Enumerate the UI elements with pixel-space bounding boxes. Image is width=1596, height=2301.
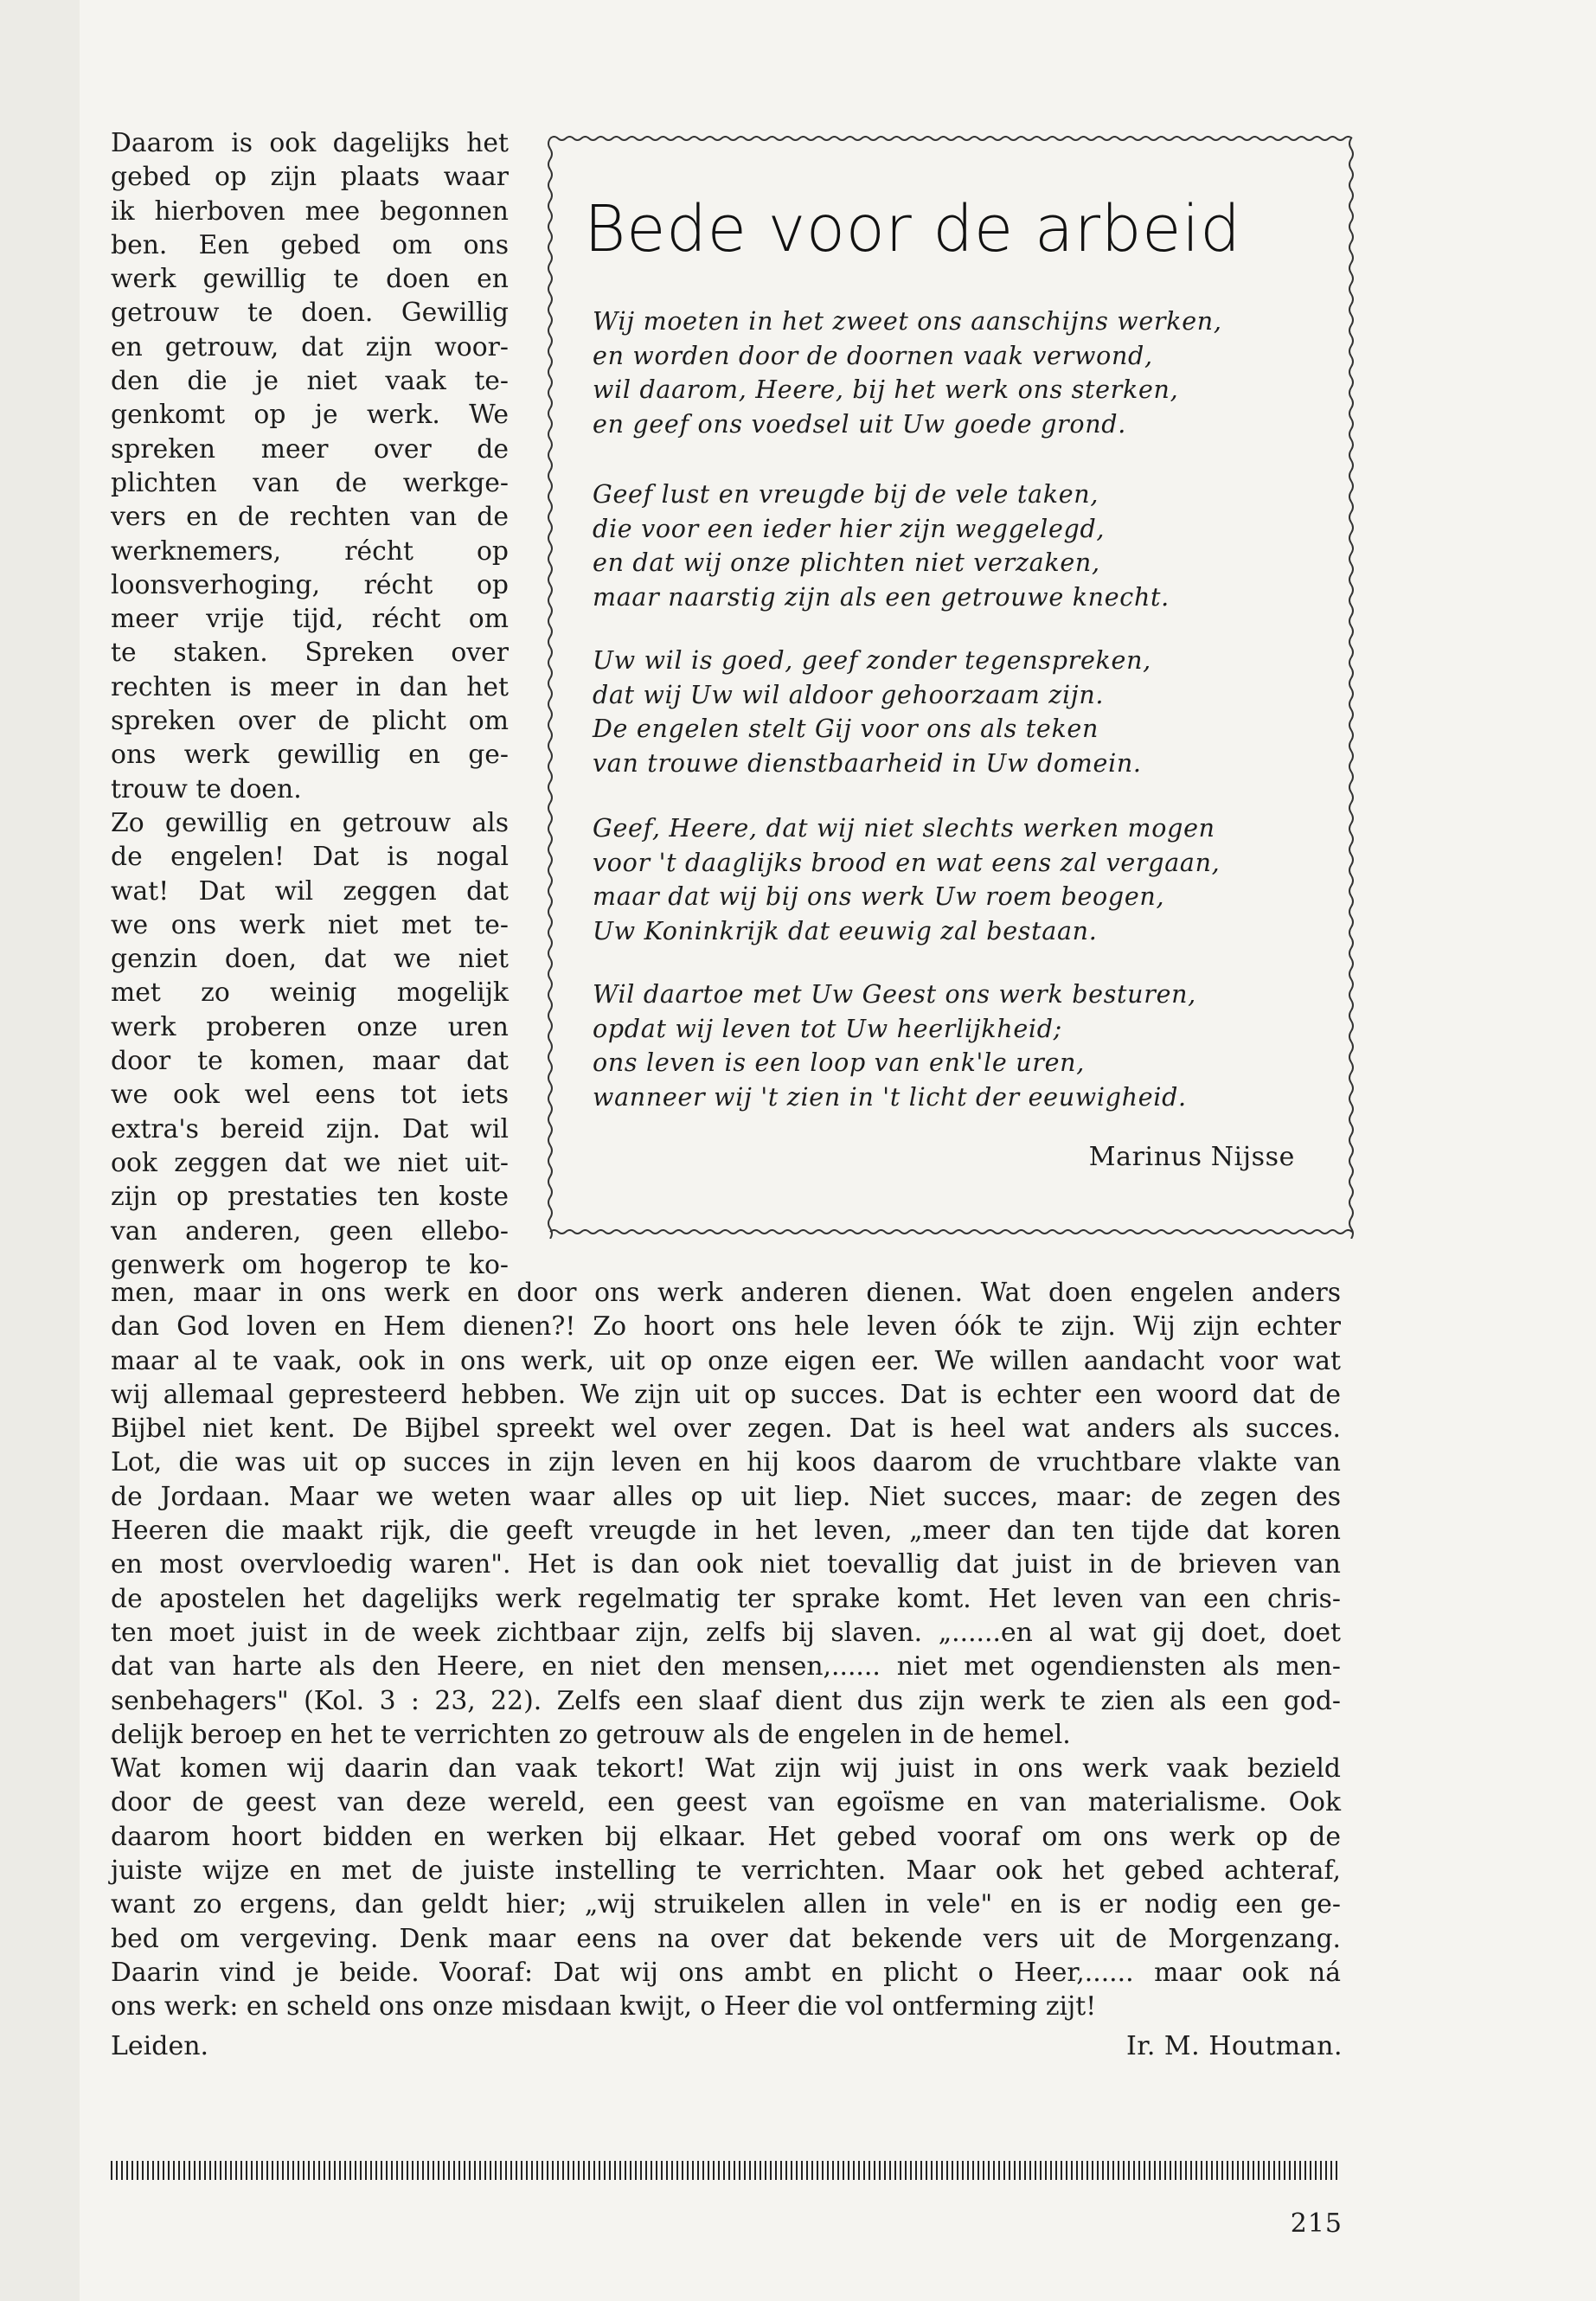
text-line: loonsverhoging, récht op: [111, 569, 509, 600]
poem-line: Uw wil is goed, geef zonder tegenspreken,: [593, 646, 1151, 675]
text-line: te staken. Spreken over: [111, 638, 509, 669]
text-line: door te komen, maar dat: [111, 1046, 509, 1077]
text-line: getrouw te doen. Gewillig: [111, 298, 509, 329]
text-line: Lot, die was uit op succes in zijn leven en hij koos daarom de vruchtbare vlakte van: [111, 1447, 1341, 1478]
barcode-strip: [111, 2161, 1341, 2180]
text-line: Wat komen wij daarin dan vaak tekort! Wat zijn wij juist in ons werk vaak bezield: [111, 1753, 1341, 1785]
text-line: werk gewillig te doen en: [111, 264, 509, 295]
text-line: dat van harte als den Heere, en niet den mensen,...... niet met ogendiensten als men-: [111, 1651, 1341, 1682]
text-line: de Jordaan. Maar we weten waar alles op uit liep. Niet succes, maar: de zegen des: [111, 1481, 1341, 1512]
text-line: wij allemaal gepresteerd hebben. We zijn uit op succes. Dat is echter een woord dat de: [111, 1379, 1341, 1410]
text-line: de apostelen het dagelijks werk regelmatig ter sprake komt. Het leven van een chris-: [111, 1583, 1341, 1614]
text-line: spreken meer over de: [111, 433, 509, 465]
poem-line: maar naarstig zijn als een getrouwe knecht.: [593, 582, 1170, 612]
poem-line: maar dat wij bij ons werk Uw roem beogen,: [593, 882, 1165, 911]
text-line: juiste wijze en met de juiste instelling te verrichten. Maar ook het gebed achteraf,: [111, 1856, 1341, 1887]
text-line: ben. Een gebed om ons: [111, 229, 509, 260]
page-number: 215: [1290, 2208, 1343, 2239]
poem-line: Wil daartoe met Uw Geest ons werk besturen,: [593, 980, 1196, 1009]
text-line: ik hierboven mee begonnen: [111, 195, 509, 227]
poem-line: ons leven is een loop van enk'le uren,: [593, 1048, 1085, 1077]
poem-line: en geef ons voedsel uit Uw goede grond.: [593, 409, 1126, 439]
text-line: want zo ergens, dan geldt hier; „wij struikelen allen in vele" en is er nodig een ge-: [111, 1889, 1341, 1920]
text-line: ook zeggen dat we niet uit-: [111, 1147, 509, 1178]
poem-line: die voor een ieder hier zijn weggelegd,: [593, 514, 1106, 543]
text-line: meer vrije tijd, récht om: [111, 604, 509, 635]
poem-stanza-2: [593, 478, 1336, 614]
text-line: Bijbel niet kent. De Bijbel spreekt wel over zegen. Dat is heel wat anders als succes.: [111, 1413, 1341, 1445]
text-line: ons werk gewillig en ge-: [111, 740, 509, 771]
text-line: dan God loven en Hem dienen?! Zo hoort ons hele leven óók te zijn. Wij zijn echter: [111, 1311, 1341, 1343]
poem-line: en worden door de doornen vaak verwond,: [593, 341, 1153, 370]
text-line: senbehagers" (Kol. 3 : 23, 22). Zelfs een slaaf dient dus zijn werk te zien als een god-: [111, 1685, 1341, 1716]
article-left-column: [111, 126, 509, 1282]
poem-stanza-4: [593, 811, 1336, 948]
text-line: maar al te vaak, ook in ons werk, uit op onze eigen eer. We willen aandacht voor wat: [111, 1345, 1341, 1376]
poem-line: Geef lust en vreugde bij de vele taken,: [593, 480, 1099, 509]
text-line: en most overvloedig waren". Het is dan ook niet toevallig dat juist in de brieven van: [111, 1549, 1341, 1580]
text-line: we ook wel eens tot iets: [111, 1080, 509, 1111]
poem-author: Marinus Nijsse: [1088, 1142, 1295, 1172]
text-line: zijn op prestaties ten koste: [111, 1182, 509, 1213]
poem-line: dat wij Uw wil aldoor gehoorzaam zijn.: [593, 680, 1105, 709]
text-line: wat! Dat wil zeggen dat: [111, 875, 509, 907]
text-line: genzin doen, dat we niet: [111, 944, 509, 975]
poem-stanza-3: [593, 644, 1336, 780]
text-line: de engelen! Dat is nogal: [111, 842, 509, 873]
text-line: en getrouw, dat zijn woor-: [111, 331, 509, 362]
text-line: door de geest van deze wereld, een geest van egoïsme en van materialisme. Ook: [111, 1787, 1341, 1818]
poem-line: Geef, Heere, dat wij niet slechts werken mogen: [593, 814, 1215, 843]
text-line: plichten van de werkge-: [111, 467, 509, 498]
place-name: Leiden.: [111, 2031, 209, 2061]
poem-title: Bede voor de arbeid: [584, 192, 1241, 266]
text-line: Zo gewillig en getrouw als: [111, 807, 509, 838]
text-line: men, maar in ons werk en door ons werk anderen dienen. Wat doen engelen anders: [111, 1278, 1341, 1308]
text-line: trouw te doen.: [111, 773, 302, 804]
poem-line: Uw Koninkrijk dat eeuwig zal bestaan.: [593, 916, 1098, 945]
poem-line: opdat wij leven tot Uw heerlijkheid;: [593, 1014, 1062, 1043]
text-line: extra's bereid zijn. Dat wil: [111, 1113, 509, 1144]
text-line: daarom hoort bidden en werken bij elkaar. Het gebed vooraf om ons werk op de: [111, 1821, 1341, 1852]
text-line: bed om vergeving. Denk maar eens na over dat bekende vers uit de Morgenzang.: [111, 1923, 1341, 1954]
text-line: ons werk: en scheld ons onze misdaan kwijt, o Heer die vol ontferming zijt!: [111, 1991, 1097, 2022]
text-line: vers en de rechten van de: [111, 502, 509, 533]
poem-line: wil daarom, Heere, bij het werk ons sterken,: [593, 375, 1179, 404]
text-line: rechten is meer in dan het: [111, 671, 509, 702]
poem-line: voor 't daaglijks brood en wat eens zal vergaan,: [593, 848, 1221, 877]
text-line: ten moet juist in de week zichtbaar zijn, zelfs bij slaven. „......en al wat gij doet, doet: [111, 1617, 1341, 1648]
poem-line: De engelen stelt Gij voor ons als teken: [593, 715, 1099, 743]
text-line: Daarin vind je beide. Vooraf: Dat wij ons ambt en plicht o Heer,...... maar ook ná: [111, 1957, 1341, 1988]
text-line: den die je niet vaak te-: [111, 366, 509, 397]
text-line: gebed op zijn plaats waar: [111, 162, 509, 193]
text-line: genkomt op je werk. We: [111, 400, 509, 431]
poem-line: van trouwe dienstbaarheid in Uw domein.: [593, 748, 1142, 778]
text-line: werknemers, récht op: [111, 535, 509, 567]
text-line: we ons werk niet met te-: [111, 909, 509, 940]
article-continuation: [111, 1276, 1341, 2024]
scan-page-edge: [0, 0, 80, 2301]
poem-line: wanneer wij 't zien in 't licht der eeuwigheid.: [593, 1082, 1187, 1112]
text-line: genwerk om hogerop te ko-: [111, 1249, 509, 1280]
author-signature: Ir. M. Houtman.: [1125, 2031, 1343, 2061]
poem-line: en dat wij onze plichten niet verzaken,: [593, 548, 1100, 577]
text-line: met zo weinig mogelijk: [111, 977, 509, 1009]
text-line: spreken over de plicht om: [111, 706, 509, 737]
poem-stanza-5: [593, 977, 1336, 1114]
text-line: Heeren die maakt rijk, die geeft vreugde in het leven, „meer dan ten tijde dat koren: [111, 1516, 1341, 1547]
poem-line: Wij moeten in het zweet ons aanschijns werken,: [593, 307, 1222, 336]
text-line: van anderen, geen ellebo-: [111, 1215, 509, 1247]
text-line: delijk beroep en het te verrichten zo getrouw als de engelen in de hemel.: [111, 1719, 1071, 1750]
poem-stanza-1: [593, 304, 1336, 441]
text-line: werk proberen onze uren: [111, 1011, 509, 1042]
text-line: Daarom is ook dagelijks het: [111, 128, 509, 158]
